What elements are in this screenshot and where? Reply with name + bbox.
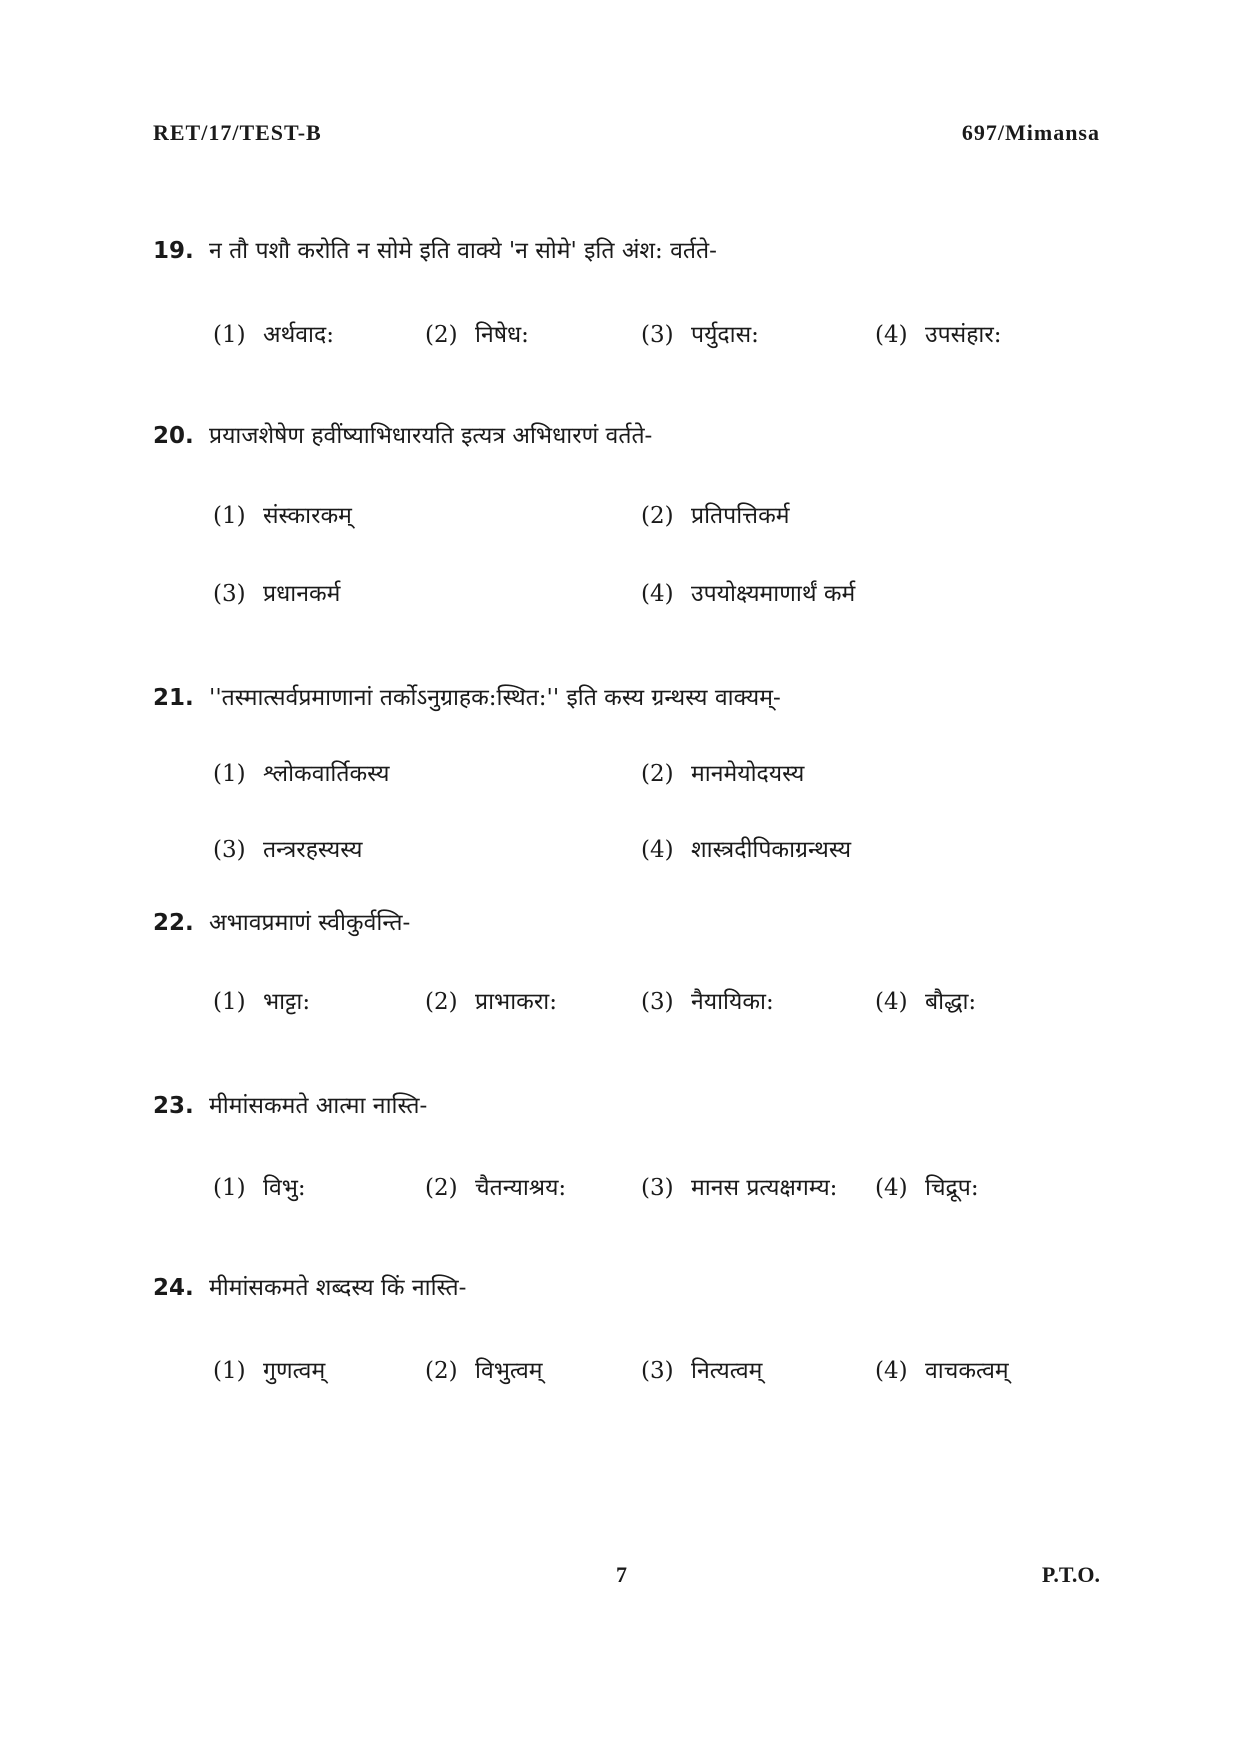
q22-option-3: (3) नैयायिका:: [641, 989, 774, 1015]
q21-option-4: (4) शास्त्रदीपिकाग्रन्थस्य: [641, 837, 852, 863]
question-text: मीमांसकमते आत्मा नास्ति-: [209, 1093, 428, 1119]
question-number: 20.: [153, 423, 194, 449]
q21-option-1: (1) श्लोकवार्तिकस्य: [213, 761, 390, 787]
q24-option-3: (3) नित्यत्वम्: [641, 1358, 763, 1384]
q23-option-4: (4) चिद्रूप:: [875, 1175, 979, 1201]
q22-option-2: (2) प्राभाकरा:: [425, 989, 557, 1015]
page-number: 7: [616, 1562, 627, 1587]
q24-option-4: (4) वाचकत्वम्: [875, 1358, 1009, 1384]
question-23: [153, 1088, 427, 1120]
q19-option-1: (1) अर्थवाद:: [213, 322, 334, 348]
q20-option-4: (4) उपयोक्ष्यमाणार्थं कर्म: [641, 581, 856, 607]
q19-option-3: (3) पर्युदास:: [641, 322, 759, 348]
q19-option-2: (2) निषेध:: [425, 322, 529, 348]
question-text: न तौ पशौ करोति न सोमे इति वाक्ये 'न सोमे' इति अंश: वर्तते-: [209, 238, 717, 264]
subject-code: 697/Mimansa: [961, 120, 1100, 145]
q20-option-1: (1) संस्कारकम्: [213, 503, 352, 529]
question-number: 19.: [153, 238, 194, 264]
question-number: 23.: [153, 1093, 194, 1119]
pto-label: P.T.O.: [1041, 1562, 1100, 1587]
question-22: [153, 905, 410, 937]
question-24: [153, 1270, 466, 1302]
question-text: प्रयाजशेषेण हवींष्याभिधारयति इत्यत्र अभिधारणं वर्तते-: [209, 423, 653, 449]
question-21: [153, 680, 781, 712]
q20-option-3: (3) प्रधानकर्म: [213, 581, 341, 607]
test-code: RET/17/TEST-B: [153, 120, 322, 145]
q20-option-2: (2) प्रतिपत्तिकर्म: [641, 503, 790, 529]
q23-option-2: (2) चैतन्याश्रय:: [425, 1175, 567, 1201]
question-text: मीमांसकमते शब्दस्य किं नास्ति-: [209, 1275, 467, 1301]
q22-option-1: (1) भाट्टा:: [213, 989, 311, 1015]
q21-option-2: (2) मानमेयोदयस्य: [641, 761, 805, 787]
question-text: अभावप्रमाणं स्वीकुर्वन्ति-: [209, 910, 411, 936]
q24-option-1: (1) गुणत्वम्: [213, 1358, 326, 1384]
question-number: 22.: [153, 910, 194, 936]
question-number: 24.: [153, 1275, 194, 1301]
question-number: 21.: [153, 685, 194, 711]
q21-option-3: (3) तन्त्ररहस्यस्य: [213, 837, 363, 863]
q23-option-3: (3) मानस प्रत्यक्षगम्य:: [641, 1175, 838, 1201]
question-text: ''तस्मात्सर्वप्रमाणानां तर्कोऽनुग्राहक:स्थित:'' इति कस्य ग्रन्थस्य वाक्यम्-: [209, 685, 781, 711]
question-20: [153, 418, 652, 450]
q19-option-4: (4) उपसंहार:: [875, 322, 1002, 348]
q24-option-2: (2) विभुत्वम्: [425, 1358, 543, 1384]
question-19: [153, 233, 717, 265]
q23-option-1: (1) विभु:: [213, 1175, 306, 1201]
q22-option-4: (4) बौद्धा:: [875, 989, 977, 1015]
